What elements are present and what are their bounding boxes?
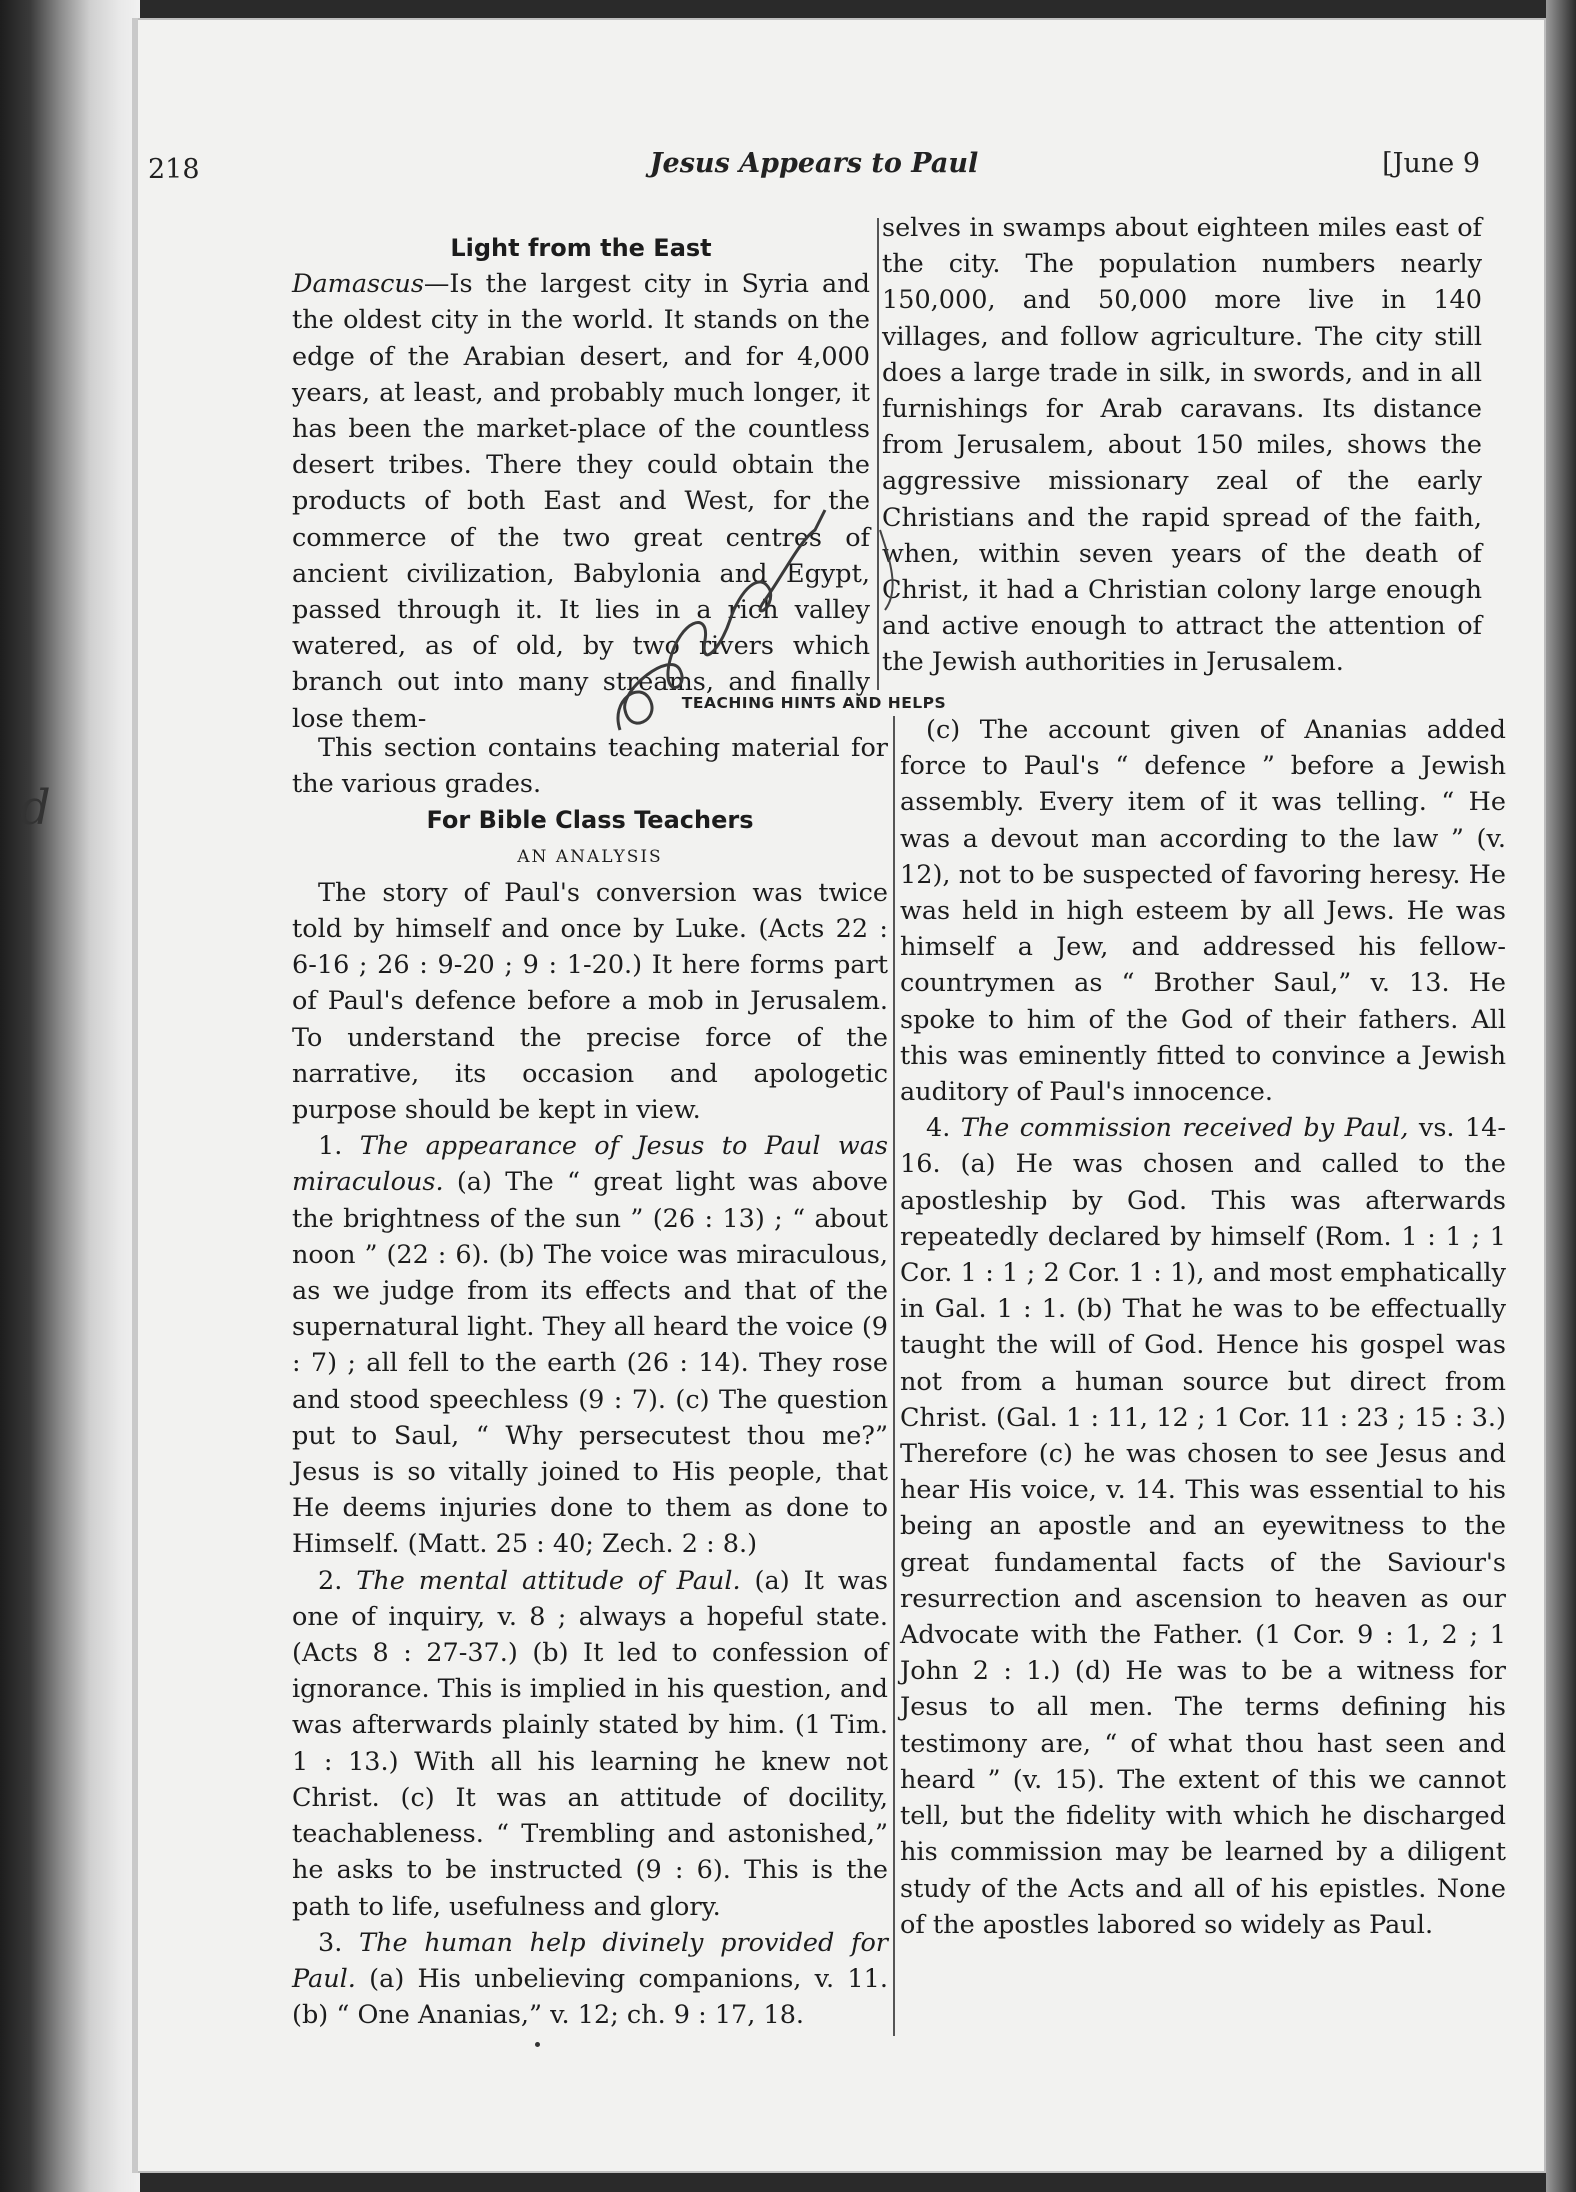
point-number: 1. <box>318 1131 360 1162</box>
point-body: (a) The “ great light was above the brightness of the sun ” (26 : 13) ; “ about noon ” (22 : 6). (b) The voice was miraculous, as we judge from its effects and that of the supernatural light. They all heard the voice (9 : 7) ; all fell to the earth (26 : 14). They rose and stood speechless (9 : 7). (c) The question put to Saul, “ Why persecutest thou me?” Jesus is so vitally joined to His people, that He deems injuries done to them as done to Himself. (Matt. 25 : 40; Zech. 2 : 8.) <box>292 1167 889 1560</box>
analysis-point-2 <box>292 1563 888 1925</box>
running-title: Jesus Appears to Paul <box>649 148 979 179</box>
damascus-continued: selves in swamps about eighteen miles east of the city. The population numbers nearly 150,000, and 50,000 more live in 140 villages, and follow agriculture. The city still does a large trade in silk, in swords, and in all furnishings for Arab caravans. Its distance from Jerusalem, about 150 miles, shows the aggressive missionary zeal of the early Christians and the rapid spread of the faith, when, within seven years of the death of Christ, it had a Christian colony large enough and active enough to attract the attention of the Jewish authorities in Jerusalem. <box>882 213 1482 678</box>
analysis-point-3 <box>292 1925 888 2034</box>
column-rule-bottom <box>893 716 895 2036</box>
point-body: (a) His unbelieving companions, v. 11. (b) “ One Ananias,” v. 12; ch. 9 : 17, 18. <box>292 1963 888 2031</box>
right-bottom-column <box>900 712 1506 1943</box>
point-body: vs. 14-16. (a) He was chosen and called to the apostleship by God. This was afterwards repeatedly declared by himself (Rom. 1 : 1 ; 1 Cor. 1 : 1 ; 2 Cor. 1 : 1), and most emphatically in Gal. 1 : 1. (b) That he was to be effectually taught the will of God. Hence his gospel was not from a human source but direct from Christ. (Gal. 1 : 11, 12 ; 1 Cor. 11 : 23 ; 15 : 3.) Therefore (c) he was chosen to see Jesus and hear His voice, v. 14. This was essential to his being an apostle and an eyewitness to the great fundamental facts of the Saviour's resurrection and ascension to heaven as our Advocate with the Father. (1 Cor. 9 : 1, 2 ; 1 John 2 : 1.) (d) He was to be a witness for Jesus to all men. The terms defining his testimony are, “ of what thou hast seen and heard ” (v. 15). The extent of this we cannot tell, but the fidelity with which he discharged his commission may be learned by a diligent study of the Acts and all of his epistles. None of the apostles labored so widely as Paul. <box>900 1113 1507 1940</box>
point-title: The commission received by Paul, <box>960 1113 1409 1144</box>
point-title: The mental attitude of Paul. <box>356 1565 741 1596</box>
right-page-edge <box>1546 0 1576 2192</box>
section-heading-light: Light from the East <box>450 234 712 262</box>
book-spine-edge <box>0 0 140 2192</box>
page-number: 218 <box>148 154 200 185</box>
handwritten-scribble <box>600 500 900 740</box>
analysis-point-1 <box>292 1128 888 1562</box>
ananias-paragraph: (c) The account given of Ananias added force to Paul's “ defence ” before a Jewish assembly. Every item of it was telling. “ He was a devout man according to the law ” (v. 12), not to be suspected of favoring heresy. He was held in high esteem by all Jews. He was himself a Jew, and addressed his fellow-countrymen as “ Brother Saul,” v. 13. He spoke to him of the God of their fathers. All this was eminently fitted to convince a Jewish auditory of Paul's innocence. <box>900 715 1506 1108</box>
right-top-column <box>882 210 1482 681</box>
left-bottom-column <box>292 730 888 2033</box>
bottom-dot <box>535 2042 540 2047</box>
analysis-point-4 <box>900 1110 1506 1943</box>
teaching-hints-heading: TEACHING HINTS AND HELPS <box>681 694 947 712</box>
analysis-subheading: AN ANALYSIS <box>517 846 663 867</box>
point-title: The human help divinely provided for Paul. <box>292 1927 888 1994</box>
bible-class-heading: For Bible Class Teachers <box>426 806 754 835</box>
point-number: 2. <box>318 1565 357 1596</box>
point-body: (a) It was one of inquiry, v. 8 ; always a hopeful state. (Acts 8 : 27-37.) (b) It led to confession of ignorance. This is implied in his question, and was afterwards plainly stated by him. (1 Tim. 1 : 13.) With all his learning he knew not Christ. (c) It was an attitude of docility, teachableness. “ Trembling and astonished,” he asks to be instructed (9 : 6). This is the path to life, usefulness and glory. <box>292 1565 889 1922</box>
point-title: The appearance of Jesus to Paul was miraculous. <box>292 1131 888 1198</box>
point-number: 4. <box>926 1113 961 1144</box>
margin-mark: d <box>20 780 51 836</box>
page-header <box>148 140 1480 200</box>
place-name: Damascus <box>292 269 424 300</box>
header-date: [June 9 <box>1382 148 1480 179</box>
damascus-text: —Is the largest city in Syria and the oldest city in the world. It stands on the edge of the Arabian desert, and for 4,000 years, at least, and probably much longer, it has been the market-place of the countless desert tribes. There they could obtain the products of both East and West, for the commerce of the two great centres of ancient civilization, Babylonia and Egypt, passed through it. It lies in a rich valley watered, as of old, by two rivers which branch out into many streams, and finally lose them- <box>292 269 870 734</box>
analysis-paragraph-intro: The story of Paul's conversion was twice told by himself and once by Luke. (Acts 22 : 6-16 ; 26 : 9-20 ; 9 : 1-20.) It here forms part of Paul's defence before a mob in Jerusalem. To understand the precise force of the narrative, its occasion and apologetic purpose should be kept in view. <box>292 877 888 1126</box>
intro-paragraph: This section contains teaching material for the various grades. <box>292 733 888 800</box>
point-number: 3. <box>318 1927 360 1958</box>
